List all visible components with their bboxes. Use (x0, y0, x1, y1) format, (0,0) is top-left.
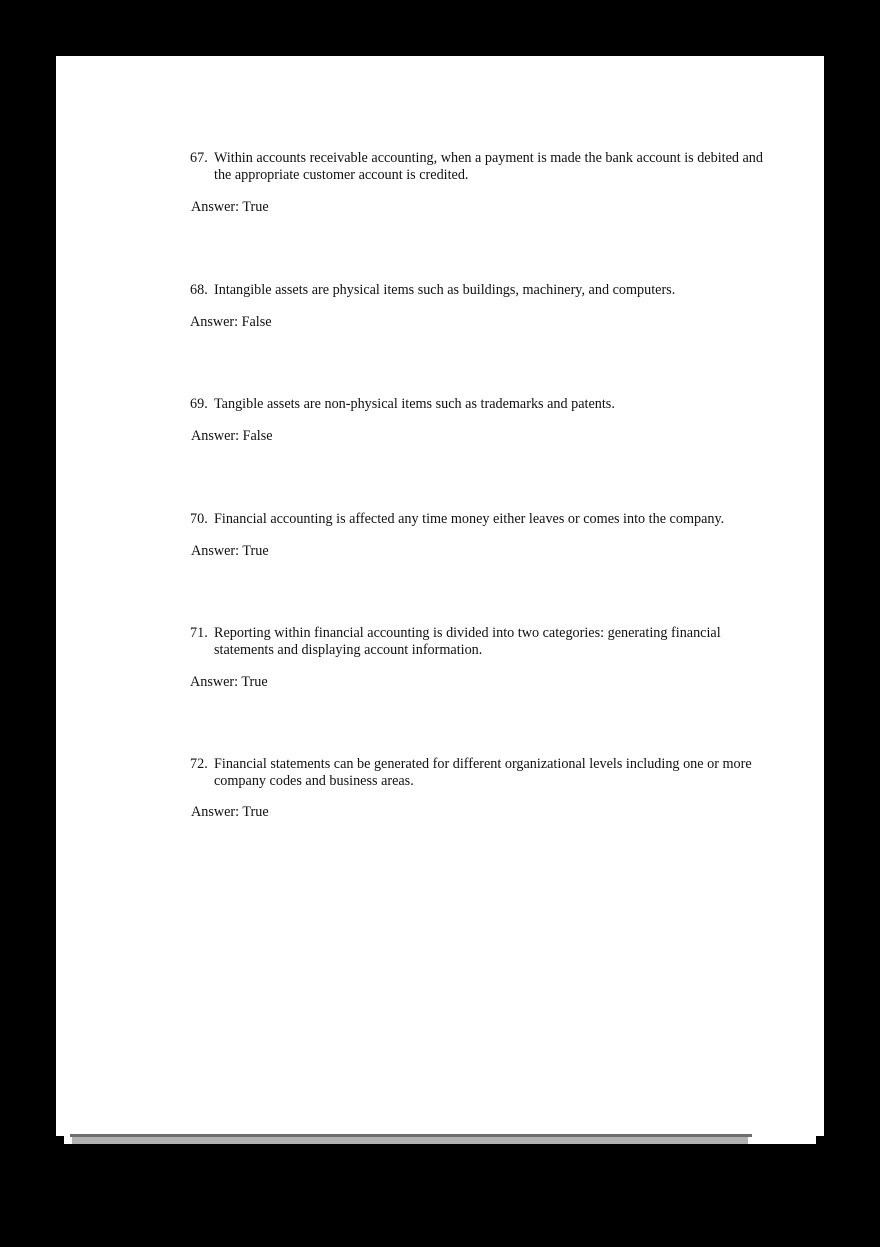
question-number: 68. (190, 282, 208, 298)
question-69 (190, 396, 770, 413)
question-text: Reporting within financial accounting is divided into two categories: generating financial statements and displaying account information. (214, 625, 721, 658)
question-text: Intangible assets are physical items such as buildings, machinery, and computers. (214, 282, 676, 298)
answer-67: Answer: True (191, 199, 269, 215)
footer-rule-light (72, 1137, 748, 1144)
question-71 (190, 625, 730, 659)
question-text: Within accounts receivable accounting, when a payment is made the bank account is debited and the appropriate customer account is credited. (214, 150, 763, 183)
question-67 (190, 150, 770, 184)
question-number: 71. (190, 625, 208, 641)
answer-72: Answer: True (191, 804, 269, 820)
question-text: Financial statements can be generated for different organizational levels including one or more company codes and business areas. (214, 756, 752, 789)
question-number: 70. (190, 511, 208, 527)
question-70 (190, 511, 770, 528)
question-text: Financial accounting is affected any time money either leaves or comes into the company. (214, 511, 725, 527)
question-72 (190, 756, 755, 790)
question-number: 67. (190, 150, 208, 166)
answer-71: Answer: True (190, 674, 268, 690)
question-text: Tangible assets are non-physical items such as trademarks and patents. (214, 396, 615, 412)
footer-rule (70, 1134, 752, 1144)
answer-69: Answer: False (191, 428, 273, 444)
question-number: 72. (190, 756, 208, 772)
question-68 (190, 282, 770, 299)
answer-70: Answer: True (191, 543, 269, 559)
answer-68: Answer: False (190, 314, 272, 330)
document-page (56, 56, 824, 1136)
question-number: 69. (190, 396, 208, 412)
